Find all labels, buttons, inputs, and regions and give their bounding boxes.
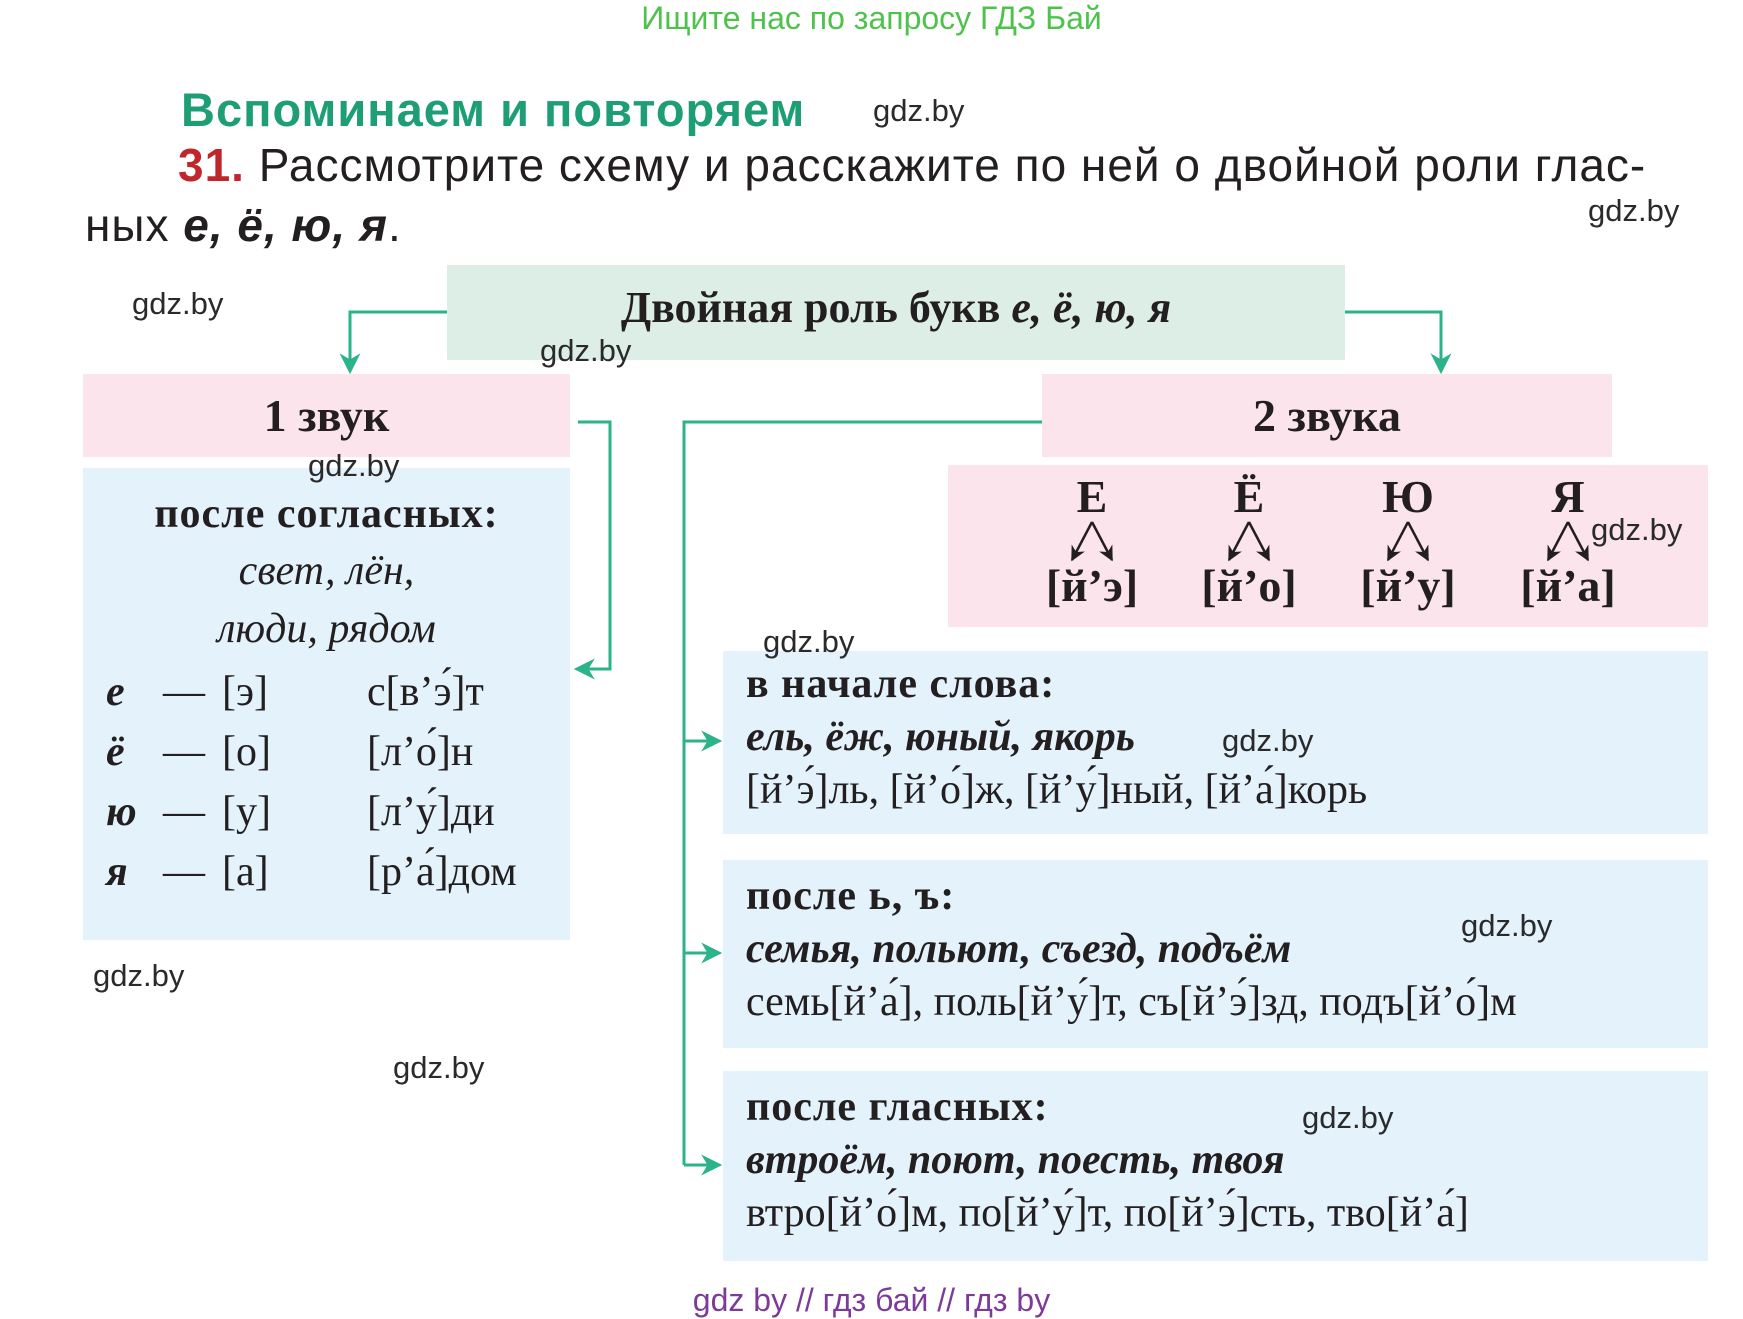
row-dash: — [163,669,205,715]
row-letter: я [106,849,128,895]
scheme-main-title [447,282,1345,333]
one-sound-title: 1 звук [263,390,390,441]
sounds-ya: [й’а] [1520,560,1616,611]
task-vowels: е, ё, ю, я [183,199,388,251]
case-transcription: семь[й’а́], поль[й’у́]т, съ[й’э́]зд, подъ[й’о́]м [746,979,1517,1025]
case-transcription: [й’э́]ль, [й’о́]ж, [й’у́]ный, [й’а́]корь [746,767,1368,813]
task-line-1 [178,138,1646,192]
row-sound: [э] [222,669,268,715]
watermark: gdz.by [393,1050,485,1085]
case-words: семья, польют, съезд, подъём [746,926,1292,972]
sounds-yu: [й’у] [1360,560,1456,611]
watermark: gdz.by [308,448,400,483]
case-heading: после ь, ъ: [746,873,956,919]
row-transcription: с[в’э́]т [367,669,484,715]
main-title-letters: е, ё, ю, я [1011,283,1172,332]
row-letter: ё [106,729,125,775]
watermark: gdz.by [93,958,185,993]
letter-e: Е [1076,471,1108,522]
two-sounds-title: 2 звука [1252,390,1402,441]
watermark: gdz.by [1588,193,1680,228]
sounds-yo: [й’о] [1201,560,1297,611]
after-consonants-examples-2: люди, рядом [217,606,436,652]
section-title: Вспоминаем и повторяем [181,83,806,136]
watermark: gdz.by [763,624,855,659]
task-number: 31. [178,139,245,191]
task-line-2 [85,198,402,252]
row-sound: [у] [222,789,271,835]
case-words: втроём, поют, поесть, твоя [746,1137,1285,1183]
watermark: gdz.by [1302,1100,1394,1135]
watermark: gdz.by [1222,723,1314,758]
row-letter: ю [106,789,137,835]
row-dash: — [163,789,205,835]
row-sound: [а] [222,849,269,895]
letter-ya: Я [1551,471,1585,522]
row-dash: — [163,849,205,895]
case-words: ель, ёж, юный, якорь [746,714,1135,760]
row-sound: [о] [222,729,271,775]
row-transcription: [л’о́]н [367,729,474,775]
row-letter: е [106,669,125,715]
row-transcription: [л’у́]ди [367,789,495,835]
top-banner: Ищите нас по запросу ГДЗ Бай [641,0,1102,36]
row-dash: — [163,729,205,775]
task-text: Рассмотрите схему и расскажите по ней о двойной роли глас- [258,139,1647,191]
after-consonants-heading: после согласных: [154,491,499,537]
letter-yo: Ё [1233,471,1265,522]
sounds-e: [й’э] [1045,560,1139,611]
after-consonants-examples-1: свет, лён, [238,548,415,594]
watermark: gdz.by [1591,512,1683,547]
case-transcription: втро[й’о́]м, по[й’у́]т, по[й’э́]сть, тво[й’а́] [746,1190,1469,1236]
case-heading: после гласных: [746,1084,1049,1130]
watermark: gdz.by [1461,908,1553,943]
main-title-text: Двойная роль букв [620,283,1001,332]
case-heading: в начале слова: [746,661,1056,707]
watermark: gdz.by [873,93,965,128]
footer-watermark: gdz by // гдз бай // гдз by [692,1282,1051,1318]
letter-yu: Ю [1382,471,1434,522]
task-text-suffix: . [387,199,402,251]
task-text-prefix: ных [85,199,170,251]
row-transcription: [р’а́]дом [367,849,517,895]
watermark: gdz.by [132,286,224,321]
watermark: gdz.by [540,333,632,368]
